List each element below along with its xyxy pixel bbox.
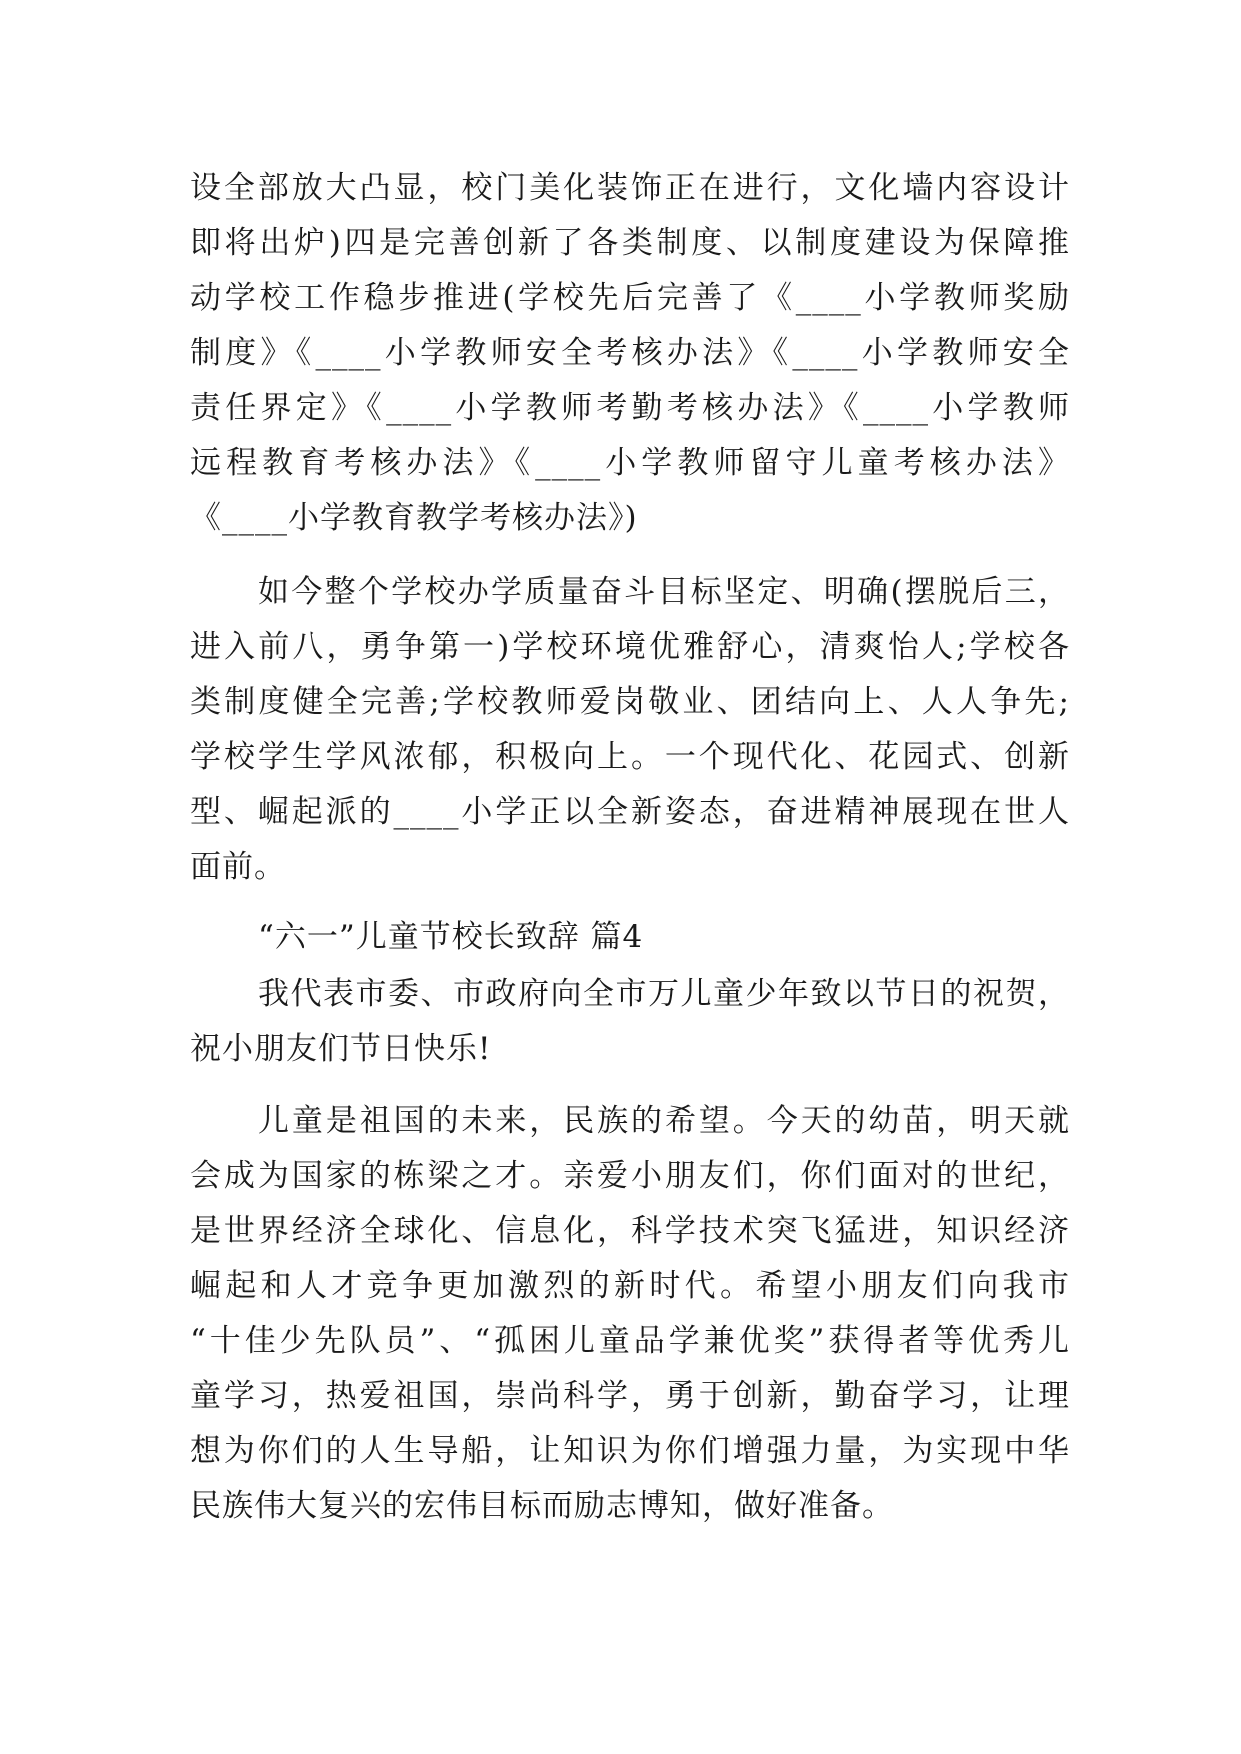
text-line: 型、崛起派的____小学正以全新姿态，奋进精神展现在世人 xyxy=(190,794,1070,830)
text-line: 《____小学教育教学考核办法》) xyxy=(190,500,638,536)
text-line: 我代表市委、市政府向全市万儿童少年致以节日的祝贺， xyxy=(258,976,1070,1012)
text-line: 面前。 xyxy=(190,849,286,885)
text-line: 学校学生学风浓郁，积极向上。一个现代化、花园式、创新 xyxy=(190,739,1070,775)
text-line: 动学校工作稳步推进(学校先后完善了《____小学教师奖励 xyxy=(190,280,1070,316)
text-line: 如今整个学校办学质量奋斗目标坚定、明确(摆脱后三， xyxy=(258,574,1070,610)
text-line: 类制度健全完善;学校教师爱岗敬业、团结向上、人人争先; xyxy=(190,684,1070,720)
text-line: 责任界定》《____小学教师考勤考核办法》《____小学教师 xyxy=(190,390,1070,426)
text-line: 祝小朋友们节日快乐! xyxy=(190,1031,492,1067)
text-line: “十佳少先队员”、“孤困儿童品学兼优奖”获得者等优秀儿 xyxy=(190,1323,1070,1359)
text-line: 崛起和人才竞争更加激烈的新时代。希望小朋友们向我市 xyxy=(190,1268,1070,1304)
text-line: 制度》《____小学教师安全考核办法》《____小学教师安全 xyxy=(190,335,1070,371)
text-line: 儿童是祖国的未来，民族的希望。今天的幼苗，明天就 xyxy=(258,1103,1070,1139)
section-heading: “六一”儿童节校长致辞 篇4 xyxy=(258,919,644,955)
text-line: 远程教育考核办法》《____小学教师留守儿童考核办法》 xyxy=(190,445,1070,481)
text-line: 会成为国家的栋梁之才。亲爱小朋友们，你们面对的世纪， xyxy=(190,1158,1070,1194)
text-line: 是世界经济全球化、信息化，科学技术突飞猛进，知识经济 xyxy=(190,1213,1070,1249)
text-line: 设全部放大凸显，校门美化装饰正在进行，文化墙内容设计 xyxy=(190,170,1070,206)
text-line: 想为你们的人生导船，让知识为你们增强力量，为实现中华 xyxy=(190,1433,1070,1469)
text-line: 童学习，热爱祖国，崇尚科学，勇于创新，勤奋学习，让理 xyxy=(190,1378,1070,1414)
text-line: 即将出炉)四是完善创新了各类制度、以制度建设为保障推 xyxy=(190,225,1070,261)
text-line: 民族伟大复兴的宏伟目标而励志博知，做好准备。 xyxy=(190,1488,894,1524)
text-line: 进入前八，勇争第一)学校环境优雅舒心，清爽怡人;学校各 xyxy=(190,629,1070,665)
